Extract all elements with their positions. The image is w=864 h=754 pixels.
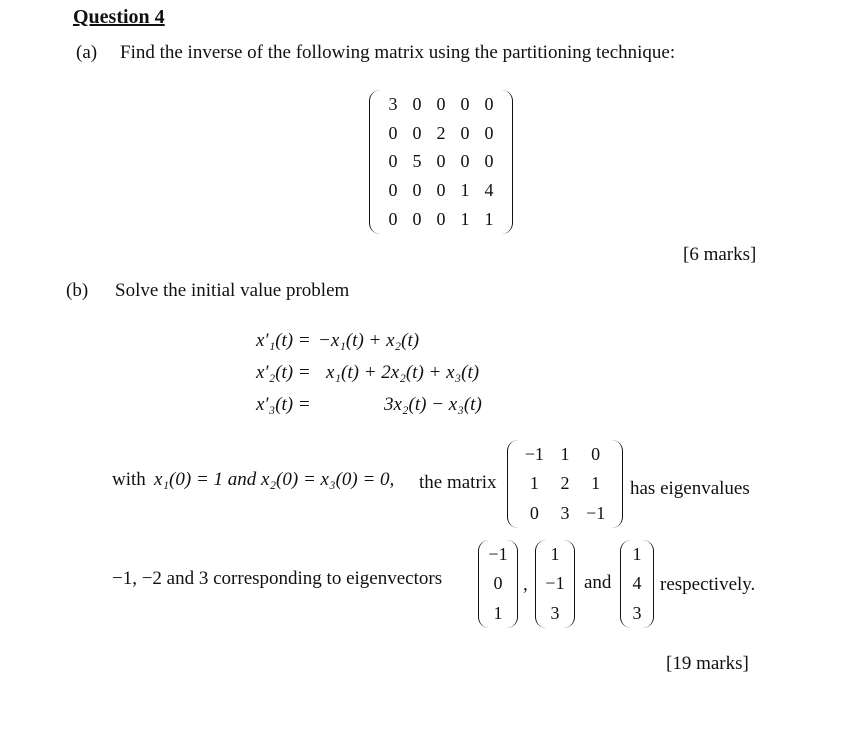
- eigenvector-2-grid: [541, 540, 569, 628]
- and-text: and: [584, 572, 612, 593]
- part-a-text: Find the inverse of the following matrix using the partitioning technique:: [120, 42, 676, 63]
- coefficient-matrix-grid: [519, 440, 611, 528]
- question-title: Question 4: [73, 6, 165, 28]
- matrix-label: the matrix: [419, 472, 497, 493]
- eigenvector-1-grid: [484, 540, 512, 628]
- eigenvector-1-entry-2: 0: [493, 573, 503, 594]
- has-eigenvalues-text: has eigenvalues: [630, 478, 750, 499]
- matrix-b-entry-r2c1: 1: [529, 473, 539, 494]
- left-paren: [369, 90, 380, 234]
- matrix-b-entry-r2c2: 2: [560, 473, 570, 494]
- equation-2-rhs: x₁(t) + 2x₂(t) + x₃(t): [326, 362, 480, 383]
- matrix-b-entry-r1c3: 0: [591, 444, 601, 465]
- matrix-a-entry-r5c2: 0: [412, 209, 422, 230]
- comma-separator: ,: [523, 574, 528, 595]
- part-a-label: (a): [76, 42, 98, 63]
- matrix-a-entry-r5c3: 0: [436, 209, 446, 230]
- partition-matrix: [369, 90, 513, 234]
- eigenvector-2-entry-1: 1: [550, 544, 560, 565]
- matrix-a-entry-r5c5: 1: [484, 209, 494, 230]
- part-b-label: (b): [66, 280, 89, 301]
- matrix-a-entry-r5c1: 0: [388, 209, 398, 230]
- equation-3-rhs: 3x₂(t) − x₃(t): [384, 394, 482, 415]
- matrix-b-entry-r3c1: 0: [529, 502, 539, 523]
- partition-matrix-grid: [381, 90, 501, 234]
- eigenvector-2-entry-3: 3: [550, 602, 560, 623]
- right-paren: [502, 90, 513, 234]
- eigenvector-3-entry-1: 1: [632, 544, 642, 565]
- matrix-a-entry-r4c1: 0: [388, 180, 398, 201]
- coefficient-matrix: [507, 440, 623, 528]
- condition-prefix: with: [112, 469, 146, 490]
- matrix-a-entry-r3c1: 0: [388, 151, 398, 172]
- matrix-a-entry-r4c4: 1: [460, 180, 470, 201]
- initial-conditions: x₁(0) = 1 and x₂(0) = x₃(0) = 0,: [154, 469, 395, 490]
- eigenvector-3: [620, 540, 654, 628]
- eigenvector-3-entry-3: 3: [632, 602, 642, 623]
- eigenvector-2-entry-2: −1: [545, 573, 565, 594]
- matrix-b-entry-r2c3: 1: [591, 473, 601, 494]
- matrix-a-entry-r1c4: 0: [460, 93, 470, 114]
- eigenvector-1: [478, 540, 518, 628]
- matrix-a-entry-r2c1: 0: [388, 122, 398, 143]
- matrix-a-entry-r2c4: 0: [460, 122, 470, 143]
- matrix-a-entry-r3c4: 0: [460, 151, 470, 172]
- equation-2-lhs: x′₂(t) =: [256, 362, 311, 383]
- matrix-a-entry-r3c2: 5: [412, 151, 422, 172]
- matrix-a-entry-r4c2: 0: [412, 180, 422, 201]
- part-b-text: Solve the initial value problem: [115, 280, 350, 301]
- eigenvector-3-grid: [625, 540, 649, 628]
- equation-3-lhs: x′₃(t) =: [256, 394, 311, 415]
- matrix-a-entry-r2c2: 0: [412, 122, 422, 143]
- matrix-a-entry-r1c2: 0: [412, 93, 422, 114]
- matrix-a-entry-r5c4: 1: [460, 209, 470, 230]
- matrix-b-entry-r3c2: 3: [560, 502, 570, 523]
- matrix-a-entry-r2c3: 2: [436, 122, 446, 143]
- right-paren: [612, 440, 623, 528]
- eigenvector-1-entry-1: −1: [488, 544, 508, 565]
- matrix-a-entry-r4c5: 4: [484, 180, 494, 201]
- eigenvector-2: [535, 540, 575, 628]
- matrix-a-entry-r1c1: 3: [388, 93, 398, 114]
- respectively-text: respectively.: [660, 574, 756, 595]
- matrix-b-entry-r1c2: 1: [560, 444, 570, 465]
- equation-1-rhs: −x₁(t) + x₂(t): [318, 330, 420, 351]
- eigenvalues-text: −1, −2 and 3 corresponding to eigenvectors: [112, 568, 443, 589]
- matrix-a-entry-r3c3: 0: [436, 151, 446, 172]
- matrix-b-entry-r1c1: −1: [524, 444, 544, 465]
- matrix-a-entry-r1c5: 0: [484, 93, 494, 114]
- left-paren: [507, 440, 518, 528]
- matrix-a-entry-r4c3: 0: [436, 180, 446, 201]
- eigenvector-1-entry-3: 1: [493, 602, 503, 623]
- eigenvector-3-entry-2: 4: [632, 573, 642, 594]
- equation-1-lhs: x′₁(t) =: [256, 330, 311, 351]
- matrix-b-entry-r3c3: −1: [586, 502, 606, 523]
- part-a-marks: [6 marks]: [683, 244, 757, 265]
- part-b-marks: [19 marks]: [666, 653, 749, 674]
- matrix-a-entry-r3c5: 0: [484, 151, 494, 172]
- matrix-a-entry-r2c5: 0: [484, 122, 494, 143]
- matrix-a-entry-r1c3: 0: [436, 93, 446, 114]
